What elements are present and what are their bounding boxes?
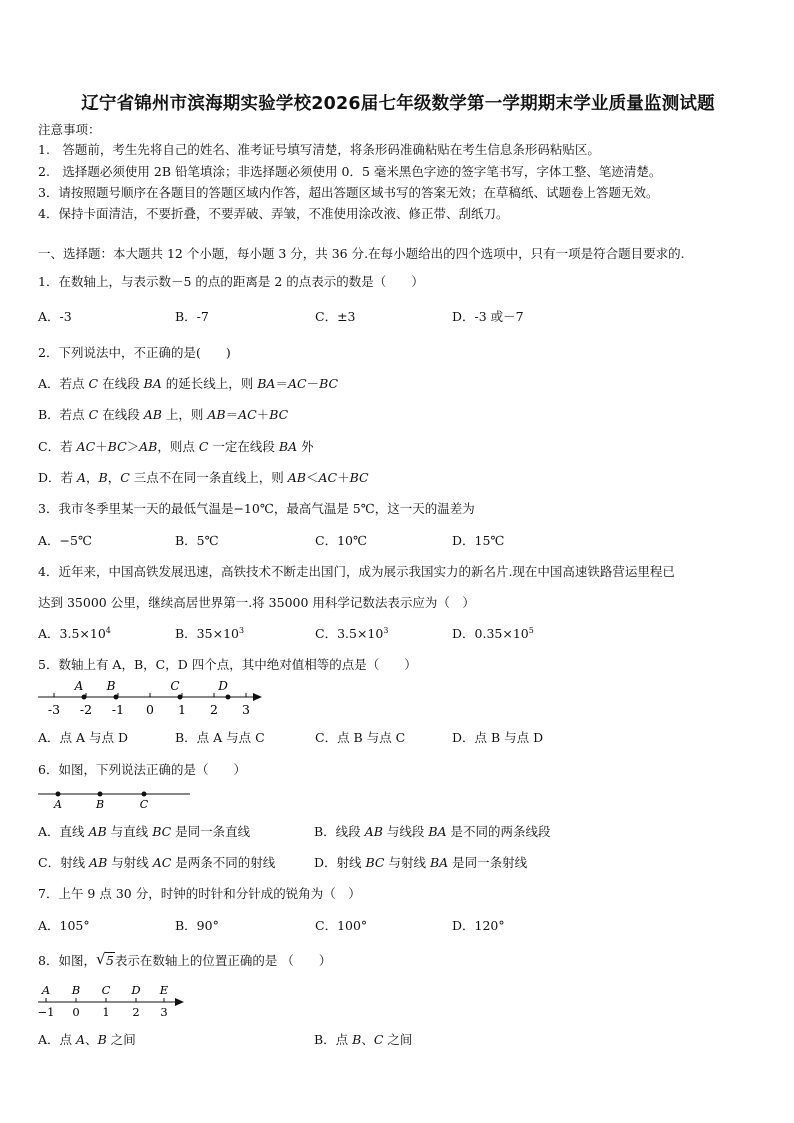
var: AC [318,470,338,485]
point-label: C [170,679,180,693]
text: ， [86,470,99,485]
exponent: 3 [238,625,245,635]
var: AB [139,439,158,454]
text: 是不同的两条线段 [446,824,551,839]
note-item-1: 1. 答题前，考生先将自己的姓名、准考证号填写清楚，将条形码准确粘贴在考生信息条形码粘贴区。 [38,142,600,157]
var: C [198,439,209,454]
q5-option-d: D．点 B 与点 D [452,730,544,745]
text: A．直线 [38,824,89,839]
text: 表示在数轴上的位置正确的是 （ ） [114,953,332,968]
point-marker [114,695,119,700]
q8-option-b [314,1030,412,1048]
q7-stem: 7．上午 9 点 30 分，时钟的时针和分针成的锐角为（ ） [38,886,361,901]
point-label: C [139,798,149,810]
text: 、 [85,1032,98,1047]
text: D．0.35×10 [452,626,529,641]
op: ＝ [225,407,239,422]
q7-option-a: A．105° [38,918,90,933]
q3-option-c: C．10℃ [315,533,367,548]
point-label: A [74,679,84,693]
q4-option-a [38,624,111,642]
point-marker [226,695,231,700]
q2-option-b [38,405,288,423]
tick-label: 3 [160,1005,168,1019]
text: C．射线 [38,855,90,870]
var: AC [152,855,172,870]
q6-line-figure [38,784,198,810]
q2-option-a [38,374,338,392]
text: B．若点 [38,407,89,422]
text: 外 [297,439,314,454]
radicand: 5 [105,953,114,968]
tick-label: 2 [132,1005,140,1019]
op: ＋ [95,439,108,454]
q1-option-b: B．-7 [175,309,209,324]
exponent: 4 [105,625,111,635]
text: 之间 [106,1032,136,1047]
var: BC [107,439,127,454]
q4-option-c [315,624,388,642]
var: AC [238,407,257,422]
q7-option-d: D．120° [452,918,505,933]
var: BC [152,824,172,839]
tick-label: -3 [47,702,61,717]
notes-heading: 注意事项： [38,122,101,137]
note-item-4: 4．保持卡面清洁，不要折叠，不要弄破、弄皱，不准使用涂改液、修正带、刮纸刀。 [38,206,509,221]
var: C [120,470,130,485]
text: 之间 [383,1032,413,1047]
point-label: B [106,679,116,693]
text: 与线段 [382,824,429,839]
text: A．若点 [38,376,89,391]
op: － [306,376,320,391]
var: BA [257,376,276,391]
text: 与射线 [107,855,153,870]
q5-stem: 5．数轴上有 A，B，C，D 四个点，其中绝对值相等的点是（ ） [38,657,417,672]
arrow-icon [253,693,262,701]
point-label: D [131,983,141,997]
point-marker [98,792,103,797]
var: BC [319,376,339,391]
point-label: A [41,983,51,997]
var: BA [278,439,298,454]
text: 与射线 [384,855,430,870]
text: 在线段 [98,376,144,391]
text: A．3.5×10 [38,626,106,641]
q6-option-d [314,853,527,871]
op: ＜ [306,470,319,485]
sqrt-expression [95,950,115,968]
var: B [97,1032,107,1047]
text: ，则点 [157,439,199,454]
q5-option-a: A．点 A 与点 D [38,730,128,745]
q4-stem-line-2: 达到 35000 公里，继续高居世界第一.将 35000 用科学记数法表示应为（ ） [38,595,475,610]
q2-option-d [38,468,369,486]
var: BC [365,855,385,870]
var: AB [287,470,306,485]
tick-label: -1 [111,702,125,717]
point-label: B [71,983,81,997]
q4-option-b [175,624,244,642]
tick-label: 1 [178,702,186,717]
op: ＋ [337,470,350,485]
var: AC [76,439,96,454]
q3-option-a: A．−5℃ [38,533,92,548]
op: ＝ [275,376,288,391]
exponent: 5 [528,625,534,635]
q1-option-c: C．±3 [315,309,356,324]
text: 上，则 [161,407,208,422]
q4-option-d [452,624,534,642]
point-label: E [159,983,169,997]
text: B．点 [314,1032,353,1047]
q3-option-d: D．15℃ [452,533,505,548]
var: C [88,376,99,391]
text: 与直线 [106,824,153,839]
q5-option-b: B．点 A 与点 C [175,730,265,745]
point-marker [82,695,87,700]
section-heading: 一、选择题：本大题共 12 个小题，每小题 3 分，共 36 分.在每小题给出的四个选项中，只有一项是符合题目要求的. [38,246,685,261]
text: 在线段 [98,407,144,422]
point-label: C [101,983,111,997]
q6-option-a [38,822,250,840]
var: B [98,470,108,485]
q6-option-c [38,853,275,871]
q6-stem: 6．如图，下列说法正确的是（ ） [38,762,246,777]
tick-label: 1 [102,1005,110,1019]
text: 、 [361,1032,374,1047]
var: C [88,407,99,422]
var: AB [207,407,226,422]
var: AC [287,376,307,391]
exam-title: 辽宁省锦州市滨海期实验学校2026届七年级数学第一学期期末学业质量监测试题 [81,94,715,114]
var: AB [364,824,383,839]
tick-label: 3 [242,702,250,717]
q7-option-c: C．100° [315,918,368,933]
note-item-3: 3．请按照题号顺序在各题目的答题区域内作答，超出答题区域书写的答案无效；在草稿纸、试题卷上答题无效。 [38,185,659,200]
text: B．线段 [314,824,365,839]
note-item-2: 2. 选择题必须使用 2B 铅笔填涂；非选择题必须使用 0．5 毫米黑色字迹的签字笔书写，字体工整、笔迹清楚。 [38,164,662,179]
text: D．射线 [314,855,366,870]
point-label: A [54,798,62,810]
point-label: D [218,679,228,693]
var: BC [269,407,289,422]
var: BA [143,376,162,391]
q6-option-b [314,822,551,840]
exponent: 3 [383,625,389,635]
q2-option-c [38,437,314,455]
q5-option-c: C．点 B 与点 C [315,730,406,745]
q5-number-line [38,678,268,720]
var: BA [428,824,447,839]
q8-option-a [38,1030,136,1048]
q8-stem [38,951,331,969]
text: 8．如图， [38,953,96,968]
q8-number-line [38,982,198,1020]
q7-option-b: B．90° [175,918,219,933]
point-marker [178,695,183,700]
text: A．点 [38,1032,77,1047]
text: B．35×10 [175,626,239,641]
tick-label: -2 [79,702,93,717]
tick-label: 2 [210,702,218,717]
tick-label: 0 [72,1005,80,1019]
arrow-icon [175,998,184,1006]
text: C．3.5×10 [315,626,384,641]
tick-label: −1 [38,1005,55,1019]
text: 是同一条射线 [448,855,528,870]
var: AB [88,824,107,839]
q1-stem: 1．在数轴上，与表示数－5 的点的距离是 2 的点表示的数是（ ） [38,274,424,289]
var: C [373,1032,384,1047]
text: 三点不在同一条直线上，则 [129,470,288,485]
var: B [352,1032,362,1047]
var: BA [429,855,449,870]
text: 的延长线上，则 [161,376,258,391]
radical-sign: √ [95,950,106,968]
text: C．若 [38,439,77,454]
var: A [77,470,87,485]
tick-label: 0 [146,702,154,717]
q3-option-b: B．5℃ [175,533,219,548]
var: AB [143,407,162,422]
text: 一定在线段 [208,439,279,454]
q2-stem: 2．下列说法中，不正确的是( ) [38,345,231,360]
q1-option-d: D．-3 或－7 [452,309,524,324]
text: D．若 [38,470,77,485]
point-label: B [95,798,105,810]
op: ＞ [126,439,140,454]
var: BC [349,470,369,485]
text: ， [107,470,121,485]
var: AB [89,855,108,870]
q4-stem-line-1: 4．近年来，中国高铁发展迅速，高铁技术不断走出国门，成为展示我国实力的新名片.现在中国高速铁路营运里程已 [38,564,675,579]
var: A [76,1032,86,1047]
text: 是同一条直线 [171,824,251,839]
q1-option-a: A．-3 [38,309,72,324]
point-marker [142,792,147,797]
point-marker [56,792,61,797]
text: 是两条不同的射线 [171,855,276,870]
op: ＋ [256,407,270,422]
q3-stem: 3．我市冬季里某一天的最低气温是−10℃，最高气温是 5℃，这一天的温差为 [38,501,475,516]
